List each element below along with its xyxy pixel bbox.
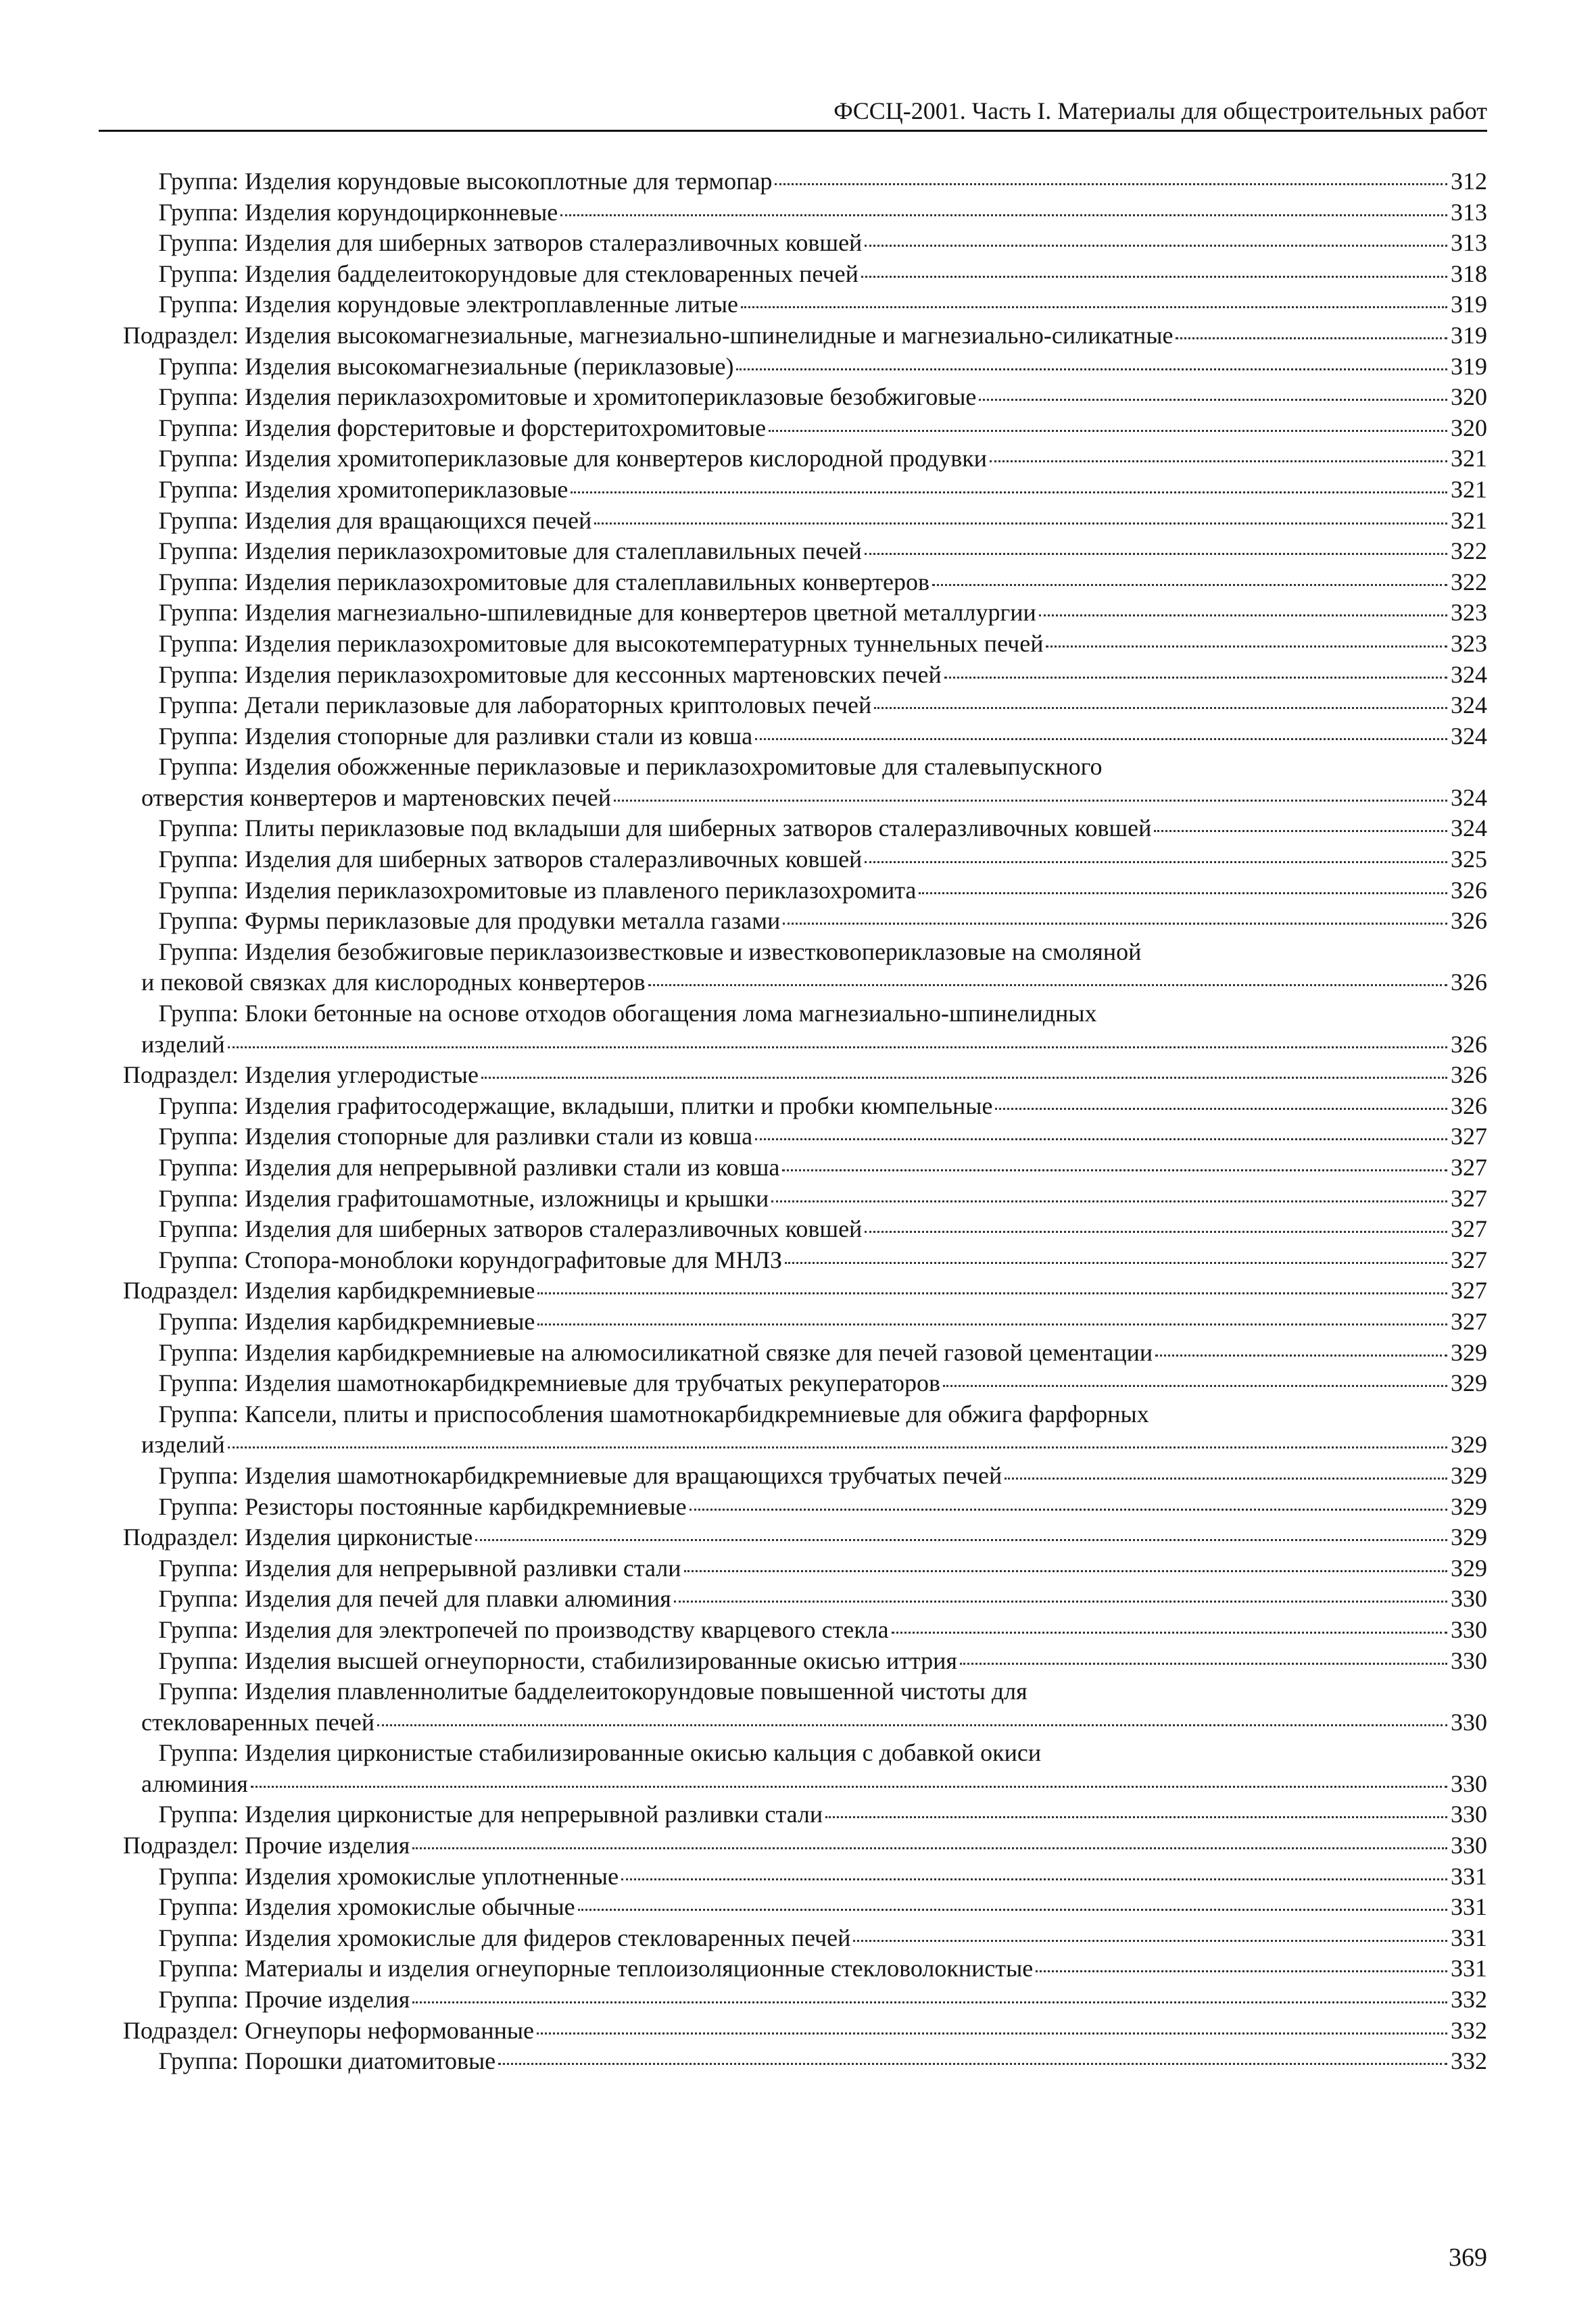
toc-entry-group[interactable] — [99, 660, 1487, 691]
toc-entry-group[interactable] — [99, 598, 1487, 629]
entry-page-number: 330 — [1451, 1708, 1487, 1736]
toc-entry-group[interactable] — [99, 413, 1487, 444]
entry-label: Группа: — [158, 568, 239, 595]
entry-page-number: 318 — [1451, 260, 1487, 287]
dot-leader — [377, 1724, 1447, 1726]
entry-page-number: 331 — [1451, 1862, 1487, 1890]
dot-leader — [771, 1200, 1447, 1202]
entry-label: Группа: — [158, 414, 239, 441]
entry-label: Группа: — [158, 1184, 239, 1212]
entry-page-number: 322 — [1451, 568, 1487, 595]
toc-entry-subsection[interactable] — [99, 1522, 1487, 1553]
entry-page-number: 323 — [1451, 629, 1487, 657]
entry-title: Изделия графитосодержащие, вкладыши, плитки и пробки кюмпельные — [245, 1092, 993, 1119]
entry-title: Изделия карбидкремниевые на алюмосиликатной связке для печей газовой цементации — [245, 1338, 1153, 1366]
entry-title: Изделия корундовые высокоплотные для термопар — [245, 168, 773, 195]
entry-page-number: 329 — [1451, 1492, 1487, 1520]
entry-page-number: 321 — [1451, 475, 1487, 503]
toc-entry-group[interactable] — [99, 875, 1487, 906]
entry-label: Группа: — [158, 1554, 239, 1582]
dot-leader — [865, 861, 1447, 863]
entry-label: Группа: — [158, 1615, 239, 1643]
toc-entry-group[interactable] — [99, 228, 1487, 259]
toc-entry-group[interactable] — [99, 1184, 1487, 1215]
entry-label: Группа: — [158, 506, 239, 534]
dot-leader — [571, 491, 1447, 493]
entry-title: Материалы и изделия огнеупорные теплоизоляционные стекловолокнистые — [245, 1955, 1034, 1982]
entry-page-number: 322 — [1451, 537, 1487, 565]
entry-label: Группа: — [158, 260, 239, 287]
entry-page-number: 326 — [1451, 907, 1487, 935]
toc-entry-group[interactable] — [99, 629, 1487, 660]
entry-page-number: 326 — [1451, 876, 1487, 904]
entry-title: Изделия хромокислые уплотненные — [245, 1862, 619, 1890]
dot-leader — [1155, 1355, 1447, 1357]
toc-entry-group[interactable] — [99, 1923, 1487, 1954]
entry-title: Изделия для шиберных затворов сталеразливочных ковшей — [245, 229, 863, 257]
entry-title: Изделия цирконистые стабилизированные окисью кальция с добавкой окиси — [245, 1739, 1042, 1767]
toc-entry-group[interactable] — [99, 2046, 1487, 2077]
dot-leader — [1176, 337, 1447, 339]
entry-title: Изделия бадделеитокорундовые для стекловаренных печей — [245, 260, 859, 287]
toc-entry-group[interactable] — [99, 1553, 1487, 1584]
toc-entry-group[interactable] — [99, 1152, 1487, 1184]
entry-label: Группа: — [158, 1215, 239, 1243]
entry-label: Группа: — [158, 1400, 239, 1428]
dot-leader — [1154, 830, 1447, 832]
dot-leader — [865, 245, 1447, 247]
entry-label: Группа: — [158, 475, 239, 503]
dot-leader — [990, 460, 1447, 462]
entry-page-number: 329 — [1451, 1431, 1487, 1459]
entry-label: Группа: — [158, 352, 239, 380]
header-rule — [99, 130, 1487, 132]
dot-leader — [1036, 1970, 1447, 1972]
dot-leader — [537, 2032, 1447, 2034]
entry-page-number: 330 — [1451, 1615, 1487, 1643]
entry-title: Изделия для непрерывной разливки стали — [245, 1554, 681, 1582]
toc-entry-subsection[interactable] — [99, 1275, 1487, 1307]
dot-leader — [578, 1909, 1447, 1911]
entry-page-number: 319 — [1451, 291, 1487, 318]
entry-title: Порошки диатомитовые — [245, 2047, 496, 2075]
entry-page-number: 324 — [1451, 814, 1487, 842]
entry-label: Группа: — [158, 1585, 239, 1613]
entry-title: Изделия периклазохромитовые из плавленого периклазохромита — [245, 876, 917, 904]
entry-label: Группа: — [158, 937, 239, 965]
entry-label: Группа: — [158, 1924, 239, 1951]
entry-title: Изделия хромитопериклазовые для конвертеров кислородной продувки — [245, 445, 987, 472]
entry-label: Группа: — [158, 1647, 239, 1674]
entry-title: Прочие изделия — [245, 1832, 410, 1859]
entry-page-number: 319 — [1451, 321, 1487, 349]
toc-entry-group[interactable] — [99, 1738, 1487, 1799]
entry-page-number: 331 — [1451, 1924, 1487, 1951]
entry-label: Группа: — [158, 599, 239, 627]
toc-entry-group[interactable] — [99, 474, 1487, 506]
entry-page-number: 329 — [1451, 1338, 1487, 1366]
dot-leader — [614, 800, 1447, 802]
toc-entry-group[interactable] — [99, 906, 1487, 937]
entry-page-number: 327 — [1451, 1246, 1487, 1273]
toc-entry-group[interactable] — [99, 721, 1487, 752]
dot-leader — [736, 368, 1447, 370]
toc-entry-group[interactable] — [99, 1492, 1487, 1523]
entry-title: Изделия периклазохромитовые для кессонных мартеновских печей — [245, 660, 942, 688]
entry-label: Группа: — [158, 1307, 239, 1335]
toc-entry-group[interactable] — [99, 289, 1487, 320]
entry-label: Группа: — [158, 1338, 239, 1366]
entry-label: Группа: — [158, 1678, 239, 1705]
entry-title: Прочие изделия — [245, 1986, 410, 2014]
entry-label: Группа: — [158, 291, 239, 318]
entry-label: Группа: — [158, 814, 239, 842]
entry-page-number: 332 — [1451, 1986, 1487, 2014]
entry-label: Группа: — [158, 1369, 239, 1397]
entry-label: Группа: — [158, 445, 239, 472]
dot-leader — [690, 1509, 1447, 1511]
toc-entry-group[interactable] — [99, 1799, 1487, 1830]
entry-label: Группа: — [158, 1461, 239, 1489]
entry-label: Группа: — [158, 660, 239, 688]
dot-leader — [865, 553, 1447, 555]
entry-title: Изделия периклазохромитовые для сталеплавильных печей — [245, 537, 862, 565]
running-header: ФССЦ-2001. Часть I. Материалы для общестроительных работ — [833, 97, 1487, 124]
entry-title: Изделия стопорные для разливки стали из ковша — [245, 1123, 753, 1150]
entry-title: Изделия для шиберных затворов сталеразливочных ковшей — [245, 1215, 863, 1243]
entry-title: Изделия для непрерывной разливки стали из ковша — [245, 1154, 780, 1181]
entry-page-number: 327 — [1451, 1307, 1487, 1335]
dot-leader — [498, 2063, 1447, 2065]
entry-title: Огнеупоры неформованные — [245, 2016, 535, 2044]
entry-title: Изделия корундовые электроплавленные литые — [245, 291, 739, 318]
entry-title: Изделия для вращающихся печей — [245, 506, 592, 534]
toc-entry-subsection[interactable] — [99, 1830, 1487, 1861]
entry-title: Изделия плавленнолитые бадделеитокорундовые повышенной чистоты для — [245, 1678, 1027, 1705]
toc-entry-group[interactable] — [99, 197, 1487, 228]
toc-entry-group[interactable] — [99, 351, 1487, 383]
entry-page-number: 321 — [1451, 445, 1487, 472]
dot-leader — [621, 1878, 1447, 1880]
toc-entry-group[interactable] — [99, 1892, 1487, 1923]
entry-title: отверстия конвертеров и мартеновских печей — [141, 783, 611, 811]
entry-title: Изделия обожженные периклазовые и периклазохромитовые для сталевыпускного — [245, 753, 1103, 781]
entry-label: Группа: — [158, 907, 239, 935]
dot-leader — [594, 522, 1447, 525]
entry-label: Группа: — [158, 1492, 239, 1520]
toc-entry-group[interactable] — [99, 1984, 1487, 2016]
dot-leader — [944, 677, 1447, 679]
entry-label: Группа: — [158, 1986, 239, 2014]
dot-leader — [979, 399, 1447, 401]
entry-title: изделий — [141, 1030, 225, 1058]
dot-leader — [1039, 614, 1447, 616]
toc-entry-group[interactable] — [99, 259, 1487, 290]
dot-leader — [825, 1816, 1447, 1818]
entry-page-number: 313 — [1451, 198, 1487, 226]
dot-leader — [674, 1601, 1447, 1603]
toc-entry-group[interactable] — [99, 443, 1487, 474]
entry-label: Группа: — [158, 1801, 239, 1828]
dot-leader — [995, 1108, 1447, 1110]
entry-label: Группа: — [158, 168, 239, 195]
dot-leader — [874, 707, 1447, 709]
entry-page-number: 332 — [1451, 2016, 1487, 2044]
entry-title: Изделия высокомагнезиальные, магнезиально-шпинелидные и магнезиально-силикатные — [245, 321, 1174, 349]
dot-leader — [560, 214, 1447, 216]
dot-leader — [861, 276, 1447, 278]
entry-label: Группа: — [158, 876, 239, 904]
dot-leader — [537, 1323, 1447, 1325]
dot-leader — [251, 1786, 1447, 1788]
entry-label: Группа: — [158, 1092, 239, 1119]
entry-label: Группа: — [158, 753, 239, 781]
toc-entry-group[interactable] — [99, 844, 1487, 875]
dot-leader — [755, 1138, 1447, 1140]
toc-entry-group[interactable] — [99, 1861, 1487, 1893]
entry-page-number: 327 — [1451, 1154, 1487, 1181]
dot-leader — [1005, 1478, 1447, 1480]
toc-entry-group[interactable] — [99, 1091, 1487, 1122]
dot-leader — [960, 1663, 1447, 1665]
entry-label: Группа: — [158, 691, 239, 719]
entry-page-number: 330 — [1451, 1801, 1487, 1828]
entry-title: Изделия безобжиговые периклазоизвестковые и известковопериклазовые на смоляной — [245, 937, 1142, 965]
entry-page-number: 327 — [1451, 1184, 1487, 1212]
toc-entry-group[interactable] — [99, 1307, 1487, 1338]
entry-title: Изделия карбидкремниевые — [245, 1307, 535, 1335]
entry-title: Изделия для шиберных затворов сталеразливочных ковшей — [245, 846, 863, 873]
entry-page-number: 327 — [1451, 1215, 1487, 1243]
entry-title: Резисторы постоянные карбидкремниевые — [245, 1492, 687, 1520]
toc-entry-group[interactable] — [99, 1646, 1487, 1677]
entry-title: Изделия форстеритовые и форстеритохромитовые — [245, 414, 767, 441]
entry-page-number: 321 — [1451, 506, 1487, 534]
entry-label: Группа: — [158, 1862, 239, 1890]
entry-title: Изделия графитошамотные, изложницы и крышки — [245, 1184, 769, 1212]
entry-title: алюминия — [141, 1770, 248, 1797]
entry-page-number: 324 — [1451, 691, 1487, 719]
entry-label: Подраздел: — [122, 321, 239, 349]
dot-leader — [865, 1231, 1447, 1233]
dot-leader — [537, 1292, 1447, 1294]
entry-title: Капсели, плиты и приспособления шамотнокарбидкремниевые для обжига фарфорных — [245, 1400, 1149, 1428]
dot-leader — [228, 1446, 1447, 1448]
entry-title: Изделия для печей для плавки алюминия — [245, 1585, 671, 1613]
dot-leader — [684, 1570, 1447, 1572]
toc-entry-group[interactable] — [99, 937, 1487, 998]
entry-page-number: 331 — [1451, 1955, 1487, 1982]
entry-page-number: 324 — [1451, 660, 1487, 688]
entry-page-number: 326 — [1451, 1030, 1487, 1058]
entry-title: Изделия периклазохромитовые и хромитопериклазовые безобжиговые — [245, 383, 977, 411]
toc-entry-group[interactable] — [99, 506, 1487, 537]
toc-entry-group[interactable] — [99, 1461, 1487, 1492]
toc-entry-group[interactable] — [99, 1121, 1487, 1152]
toc-entry-subsection[interactable] — [99, 2016, 1487, 2047]
entry-page-number: 332 — [1451, 2047, 1487, 2075]
dot-leader — [783, 923, 1447, 925]
entry-page-number: 329 — [1451, 1461, 1487, 1489]
dot-leader — [782, 1169, 1447, 1171]
toc-entry-group[interactable] — [99, 1214, 1487, 1245]
toc-entry-group[interactable] — [99, 998, 1487, 1060]
entry-title: Изделия периклазохромитовые для высокотемпературных туннельных печей — [245, 629, 1044, 657]
toc-entry-group[interactable] — [99, 567, 1487, 598]
entry-page-number: 329 — [1451, 1524, 1487, 1551]
entry-title: Изделия для электропечей по производству кварцевого стекла — [245, 1615, 889, 1643]
dot-leader — [919, 892, 1447, 894]
entry-label: Группа: — [158, 1955, 239, 1982]
entry-title: Изделия карбидкремниевые — [245, 1277, 535, 1305]
toc-entry-group[interactable] — [99, 752, 1487, 813]
toc-entry-subsection[interactable] — [99, 320, 1487, 351]
entry-title: Изделия хромокислые обычные — [245, 1893, 575, 1921]
dot-leader — [769, 430, 1447, 432]
entry-label: Группа: — [158, 198, 239, 226]
entry-page-number: 330 — [1451, 1832, 1487, 1859]
table-of-contents — [99, 166, 1487, 2077]
toc-entry-group[interactable] — [99, 1338, 1487, 1369]
toc-entry-group[interactable] — [99, 1584, 1487, 1615]
entry-title: Изделия хромитопериклазовые — [245, 475, 569, 503]
toc-entry-group[interactable] — [99, 166, 1487, 197]
dot-leader — [481, 1077, 1447, 1079]
entry-title: Детали периклазовые для лабораторных криптоловых печей — [245, 691, 872, 719]
dot-leader — [853, 1940, 1447, 1942]
entry-title: Изделия цирконистые — [245, 1524, 473, 1551]
entry-title: Изделия высшей огнеупорности, стабилизированные окисью иттрия — [245, 1647, 957, 1674]
dot-leader — [785, 1262, 1447, 1264]
dot-leader — [932, 584, 1447, 586]
entry-page-number: 324 — [1451, 783, 1487, 811]
entry-page-number: 312 — [1451, 168, 1487, 195]
entry-title: стекловаренных печей — [141, 1708, 375, 1736]
entry-title: Изделия цирконистые для непрерывной разливки стали — [245, 1801, 823, 1828]
dot-leader — [412, 1847, 1447, 1849]
toc-entry-group[interactable] — [99, 382, 1487, 413]
entry-title: Изделия шамотнокарбидкремниевые для трубчатых рекуператоров — [245, 1369, 940, 1397]
dot-leader — [892, 1632, 1447, 1634]
entry-label: Группа: — [158, 1246, 239, 1273]
entry-label: Группа: — [158, 2047, 239, 2075]
entry-page-number: 319 — [1451, 352, 1487, 380]
dot-leader — [1046, 645, 1447, 648]
entry-label: Подраздел: — [122, 1061, 239, 1089]
entry-page-number: 327 — [1451, 1123, 1487, 1150]
entry-label: Группа: — [158, 1000, 239, 1027]
toc-entry-group[interactable] — [99, 536, 1487, 567]
entry-label: Группа: — [158, 846, 239, 873]
toc-entry-group[interactable] — [99, 813, 1487, 844]
toc-entry-group[interactable] — [99, 1399, 1487, 1461]
entry-title: Изделия корундоцирконневые — [245, 198, 558, 226]
toc-entry-subsection[interactable] — [99, 1060, 1487, 1091]
entry-label: Подраздел: — [122, 1277, 239, 1305]
dot-leader — [755, 738, 1447, 740]
entry-label: Группа: — [158, 537, 239, 565]
dot-leader — [475, 1539, 1447, 1541]
entry-label: Подраздел: — [122, 2016, 239, 2044]
entry-page-number: 325 — [1451, 846, 1487, 873]
entry-title: Блоки бетонные на основе отходов обогащения лома магнезиально-шпинелидных — [245, 1000, 1097, 1027]
entry-title: Изделия высокомагнезиальные (периклазовые) — [245, 352, 734, 380]
entry-title: Изделия периклазохромитовые для сталеплавильных конвертеров — [245, 568, 929, 595]
dot-leader — [741, 306, 1447, 308]
toc-entry-group[interactable] — [99, 1245, 1487, 1276]
entry-label: Группа: — [158, 383, 239, 411]
entry-page-number: 329 — [1451, 1554, 1487, 1582]
entry-title: Изделия шамотнокарбидкремниевые для вращающихся трубчатых печей — [245, 1461, 1002, 1489]
dot-leader — [412, 2001, 1447, 2003]
entry-label: Группа: — [158, 1154, 239, 1181]
entry-label: Подраздел: — [122, 1832, 239, 1859]
entry-page-number: 329 — [1451, 1369, 1487, 1397]
entry-title: Стопора-моноблоки корундографитовые для МНЛЗ — [245, 1246, 783, 1273]
entry-page-number: 330 — [1451, 1770, 1487, 1797]
entry-label: Группа: — [158, 229, 239, 257]
entry-page-number: 326 — [1451, 1061, 1487, 1089]
entry-label: Группа: — [158, 722, 239, 750]
entry-title: и пековой связках для кислородных конвертеров — [141, 969, 646, 996]
entry-label: Группа: — [158, 629, 239, 657]
entry-title: Изделия магнезиально-шпилевидные для конвертеров цветной металлургии — [245, 599, 1036, 627]
entry-title: Изделия углеродистые — [245, 1061, 479, 1089]
entry-title: Фурмы периклазовые для продувки металла газами — [245, 907, 781, 935]
entry-page-number: 326 — [1451, 1092, 1487, 1119]
entry-page-number: 313 — [1451, 229, 1487, 257]
entry-label: Группа: — [158, 1123, 239, 1150]
toc-entry-group[interactable] — [99, 1615, 1487, 1646]
dot-leader — [943, 1385, 1447, 1387]
entry-page-number: 323 — [1451, 599, 1487, 627]
dot-leader — [228, 1046, 1447, 1048]
entry-title: Изделия хромокислые для фидеров стекловаренных печей — [245, 1924, 851, 1951]
toc-entry-group[interactable] — [99, 1676, 1487, 1738]
entry-label: Подраздел: — [122, 1524, 239, 1551]
entry-page-number: 330 — [1451, 1585, 1487, 1613]
entry-title: изделий — [141, 1431, 225, 1459]
entry-page-number: 320 — [1451, 383, 1487, 411]
dot-leader — [648, 984, 1447, 986]
entry-title: Плиты периклазовые под вкладыши для шиберных затворов сталеразливочных ковшей — [245, 814, 1152, 842]
entry-page-number: 326 — [1451, 969, 1487, 996]
entry-page-number: 320 — [1451, 414, 1487, 441]
dot-leader — [775, 183, 1447, 185]
toc-entry-group[interactable] — [99, 1368, 1487, 1399]
entry-label: Группа: — [158, 1739, 239, 1767]
page-number: 369 — [1449, 2243, 1487, 2272]
entry-page-number: 331 — [1451, 1893, 1487, 1921]
toc-entry-group[interactable] — [99, 1953, 1487, 1984]
toc-entry-group[interactable] — [99, 690, 1487, 721]
entry-label: Группа: — [158, 1893, 239, 1921]
entry-title: Изделия стопорные для разливки стали из ковша — [245, 722, 753, 750]
entry-page-number: 327 — [1451, 1277, 1487, 1305]
entry-page-number: 330 — [1451, 1647, 1487, 1674]
entry-page-number: 324 — [1451, 722, 1487, 750]
